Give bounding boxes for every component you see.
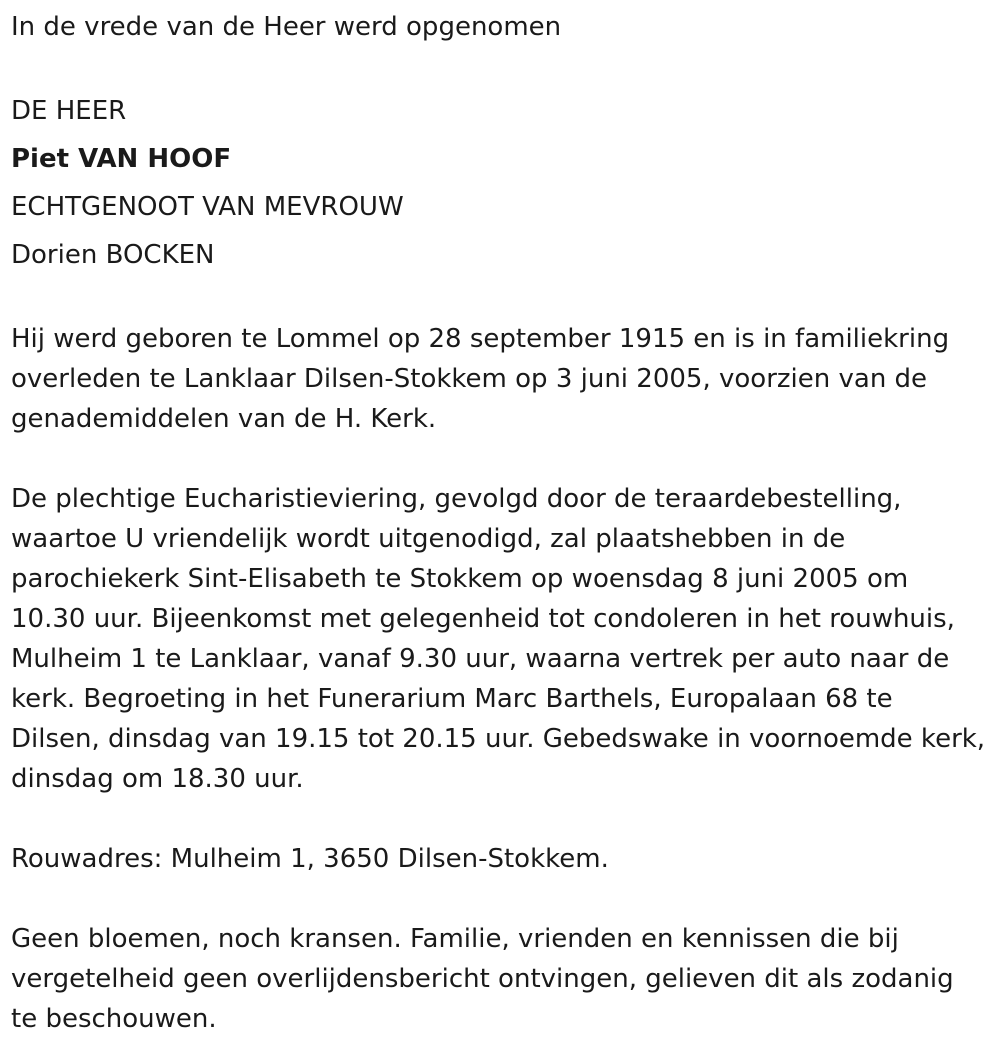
spouse-name: Dorien BOCKEN xyxy=(11,240,215,270)
spacer xyxy=(11,47,980,87)
spacer xyxy=(11,439,980,479)
title-line: DE HEER xyxy=(11,96,127,126)
intro-text: In de vrede van de Heer werd opgenomen xyxy=(11,12,562,42)
ceremony-paragraph: De plechtige Eucharistieviering, gevolgd door de teraardebestelling, waartoe U vriendelijk wordt uitgenodigd, zal plaatshebben in de parochiekerk Sint-Elisabeth te Stokkem op woensdag 8 juni 2005 om 10.30 uur. Bijeenkomst met gelegenheid tot condoleren in het rouwhuis, Mulheim 1 te Lanklaar, vanaf 9.30 uur, waarna vertrek per auto naar de kerk. Begroeting in het Funerarium Marc Barthels, Europalaan 68 te Dilsen, dinsdag van 19.15 tot 20.15 uur. Gebedswake in voornoemde kerk, dinsdag om 18.30 uur. xyxy=(11,484,986,794)
spacer xyxy=(11,799,980,839)
birth-death-paragraph: Hij werd geboren te Lommel op 28 september 1915 en is in familiekring overleden te Lanklaar Dilsen-Stokkem op 3 juni 2005, voorzien van de genademiddelen van de H. Kerk. xyxy=(11,324,950,434)
deceased-name: Piet VAN HOOF xyxy=(11,144,232,174)
address-paragraph: Rouwadres: Mulheim 1, 3650 Dilsen-Stokkem. xyxy=(11,844,609,874)
relation-line: ECHTGENOOT VAN MEVROUW xyxy=(11,192,404,222)
flowers-paragraph: Geen bloemen, noch kransen. Familie, vrienden en kennissen die bij vergetelheid geen overlijdensbericht ontvingen, gelieven dit als zodanig te beschouwen. xyxy=(11,924,954,1034)
spacer xyxy=(11,279,980,319)
spacer xyxy=(11,879,980,919)
